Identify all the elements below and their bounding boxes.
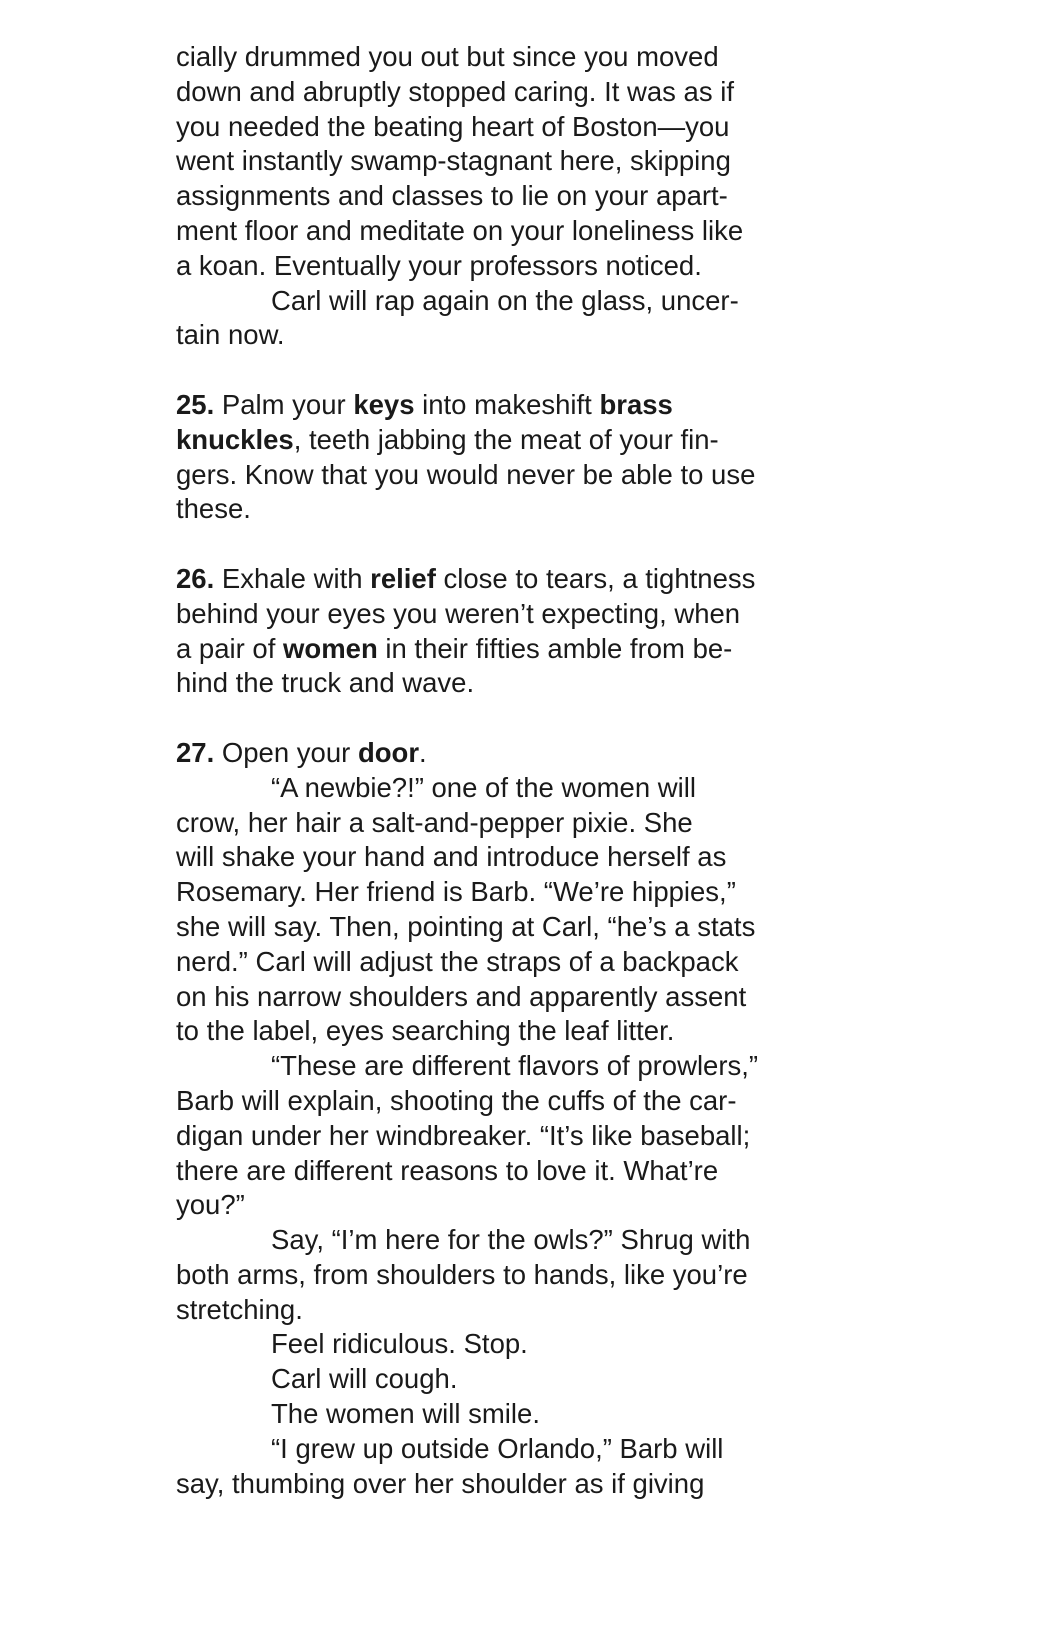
text-line: gers. Know that you would never be able to use (176, 458, 756, 490)
text-line: hind the truck and wave. (176, 667, 475, 699)
text-line: ment floor and meditate on your loneliness like (176, 214, 744, 246)
text-line: “I grew up outside Orlando,” Barb will (271, 1432, 724, 1464)
item-26-line-1 (176, 562, 816, 597)
paragraph-gap (176, 353, 816, 388)
text-line: crow, her hair a salt-and-pepper pixie. She (176, 806, 693, 838)
text-line: Rosemary. Her friend is Barb. “We’re hippies,” (176, 876, 736, 908)
text-line: you?” (176, 1189, 245, 1221)
text-line: “A newbie?!” one of the women will (271, 771, 696, 803)
text-run: . (419, 736, 427, 768)
text-run: Exhale with (214, 562, 371, 594)
text-line: went instantly swamp-stagnant here, skipping (176, 145, 731, 177)
text-line: digan under her windbreaker. “It’s like baseball; (176, 1119, 751, 1151)
keyword: door (357, 736, 420, 768)
item-number: 26. (176, 562, 215, 594)
text-run: into makeshift (414, 388, 600, 420)
item-25-line-2 (176, 423, 816, 458)
text-line: nerd.” Carl will adjust the straps of a backpack (176, 945, 739, 977)
text-line: a koan. Eventually your professors noticed. (176, 249, 702, 281)
text-run: a pair of (176, 632, 284, 664)
paragraph-gap (176, 701, 816, 736)
text-line: will shake your hand and introduce herself as (176, 841, 727, 873)
text-line: Barb will explain, shooting the cuffs of the car- (176, 1084, 737, 1116)
text-line: there are different reasons to love it. What’re (176, 1154, 719, 1186)
text-line: assignments and classes to lie on your apart- (176, 180, 728, 212)
keyword: brass (599, 388, 673, 420)
text-line: behind your eyes you weren’t expecting, when (176, 597, 741, 629)
keyword: relief (370, 562, 436, 594)
text-line: Feel ridiculous. Stop. (271, 1328, 528, 1360)
text-line: you needed the beating heart of Boston—you (176, 110, 730, 142)
text-line: Carl will rap again on the glass, uncer- (271, 284, 739, 316)
text-line: to the label, eyes searching the leaf litter. (176, 1015, 675, 1047)
keyword: knuckles (176, 423, 294, 455)
item-number: 25. (176, 388, 215, 420)
text-line: on his narrow shoulders and apparently assent (176, 980, 747, 1012)
text-run: close to tears, a tightness (435, 562, 756, 594)
text-run: Palm your (214, 388, 354, 420)
text-line: tain now. (176, 319, 285, 351)
page-text (176, 40, 816, 1501)
text-line: cially drummed you out but since you moved (176, 41, 719, 72)
text-line: stretching. (176, 1293, 303, 1325)
text-line: she will say. Then, pointing at Carl, “he’s a stats (176, 910, 756, 942)
text-line: say, thumbing over her shoulder as if giving (176, 1467, 705, 1499)
text-line: The women will smile. (271, 1398, 540, 1430)
paragraph-gap (176, 527, 816, 562)
text-line: “These are different flavors of prowlers,” (271, 1050, 759, 1082)
text-line: Carl will cough. (271, 1363, 458, 1395)
keyword: keys (353, 388, 415, 420)
item-26-line-3 (176, 632, 816, 667)
item-number: 27. (176, 736, 215, 768)
item-27-body (176, 771, 816, 1502)
text-run: , teeth jabbing the meat of your fin- (293, 423, 719, 455)
item-27-line-1 (176, 736, 816, 771)
keyword: women (283, 632, 378, 664)
item-25-line-1 (176, 388, 816, 423)
text-run: Open your (214, 736, 358, 768)
text-run: in their fifties amble from be- (377, 632, 733, 664)
text-line: these. (176, 493, 251, 525)
text-line: Say, “I’m here for the owls?” Shrug with (271, 1224, 751, 1256)
text-line: both arms, from shoulders to hands, like you’re (176, 1258, 748, 1290)
text-line: down and abruptly stopped caring. It was as if (176, 75, 734, 107)
